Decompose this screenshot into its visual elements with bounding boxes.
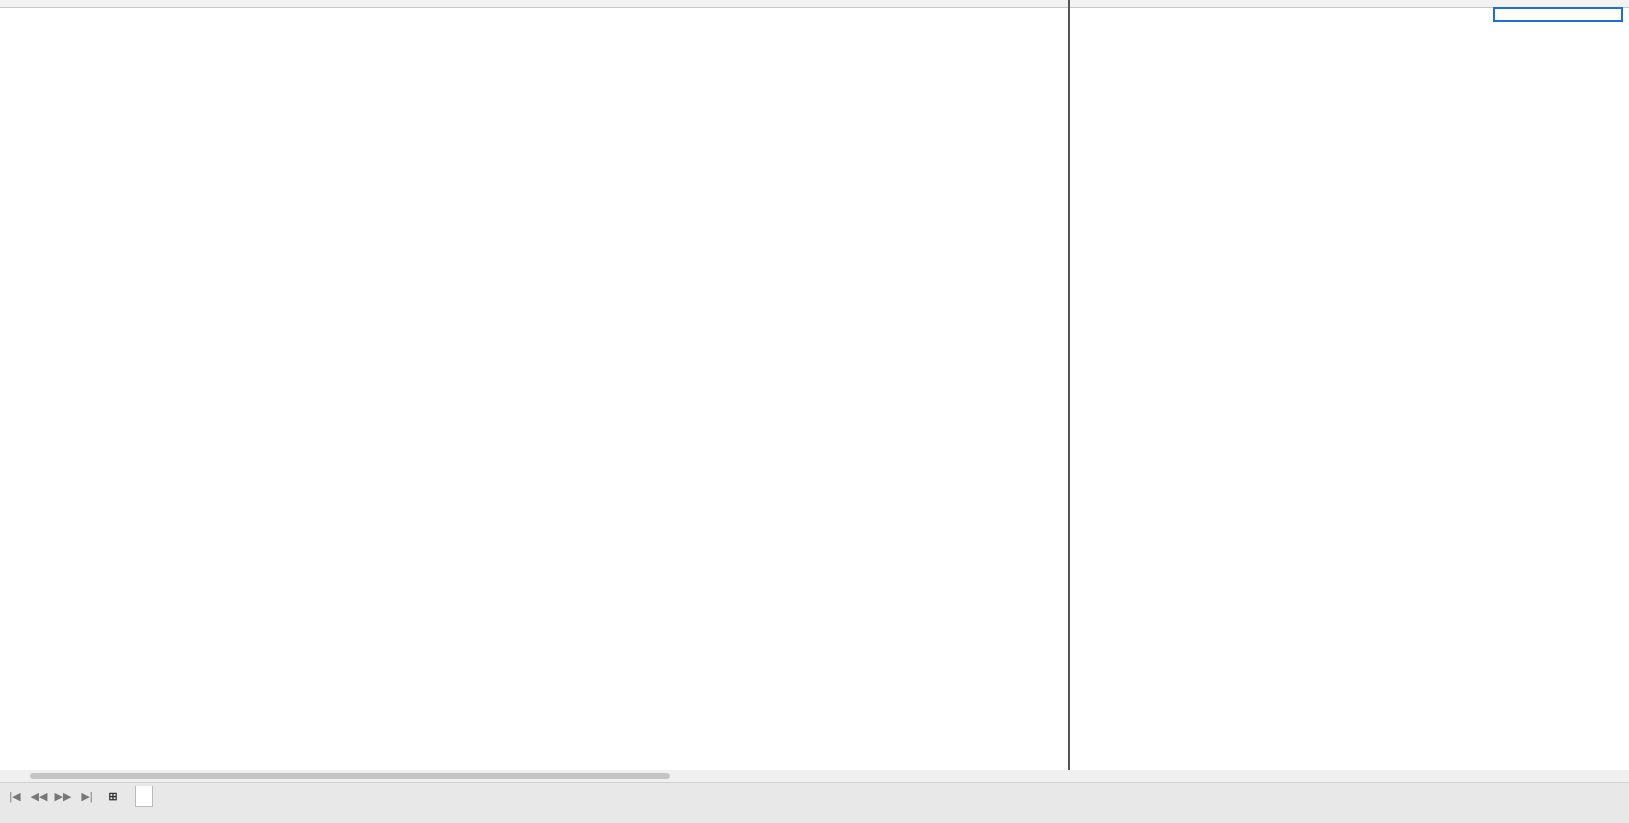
horizontal-scrollbar[interactable]: [0, 770, 1629, 782]
last-sheet-icon[interactable]: ▶|: [81, 791, 93, 803]
add-sheet-icon[interactable]: ⊞: [108, 791, 118, 803]
sheet-tab-active[interactable]: [135, 786, 153, 807]
sheet-tab-bar: [0, 782, 1629, 823]
prev-sheet-icon[interactable]: ◀◀: [30, 791, 48, 803]
next-sheet-icon[interactable]: ▶▶: [54, 791, 72, 803]
column-header-strip[interactable]: [0, 0, 1629, 8]
scrollbar-thumb[interactable]: [30, 773, 670, 779]
freeze-pane-divider: [1068, 0, 1070, 770]
first-sheet-icon[interactable]: |◀: [9, 791, 21, 803]
selected-cell[interactable]: [1493, 7, 1623, 22]
